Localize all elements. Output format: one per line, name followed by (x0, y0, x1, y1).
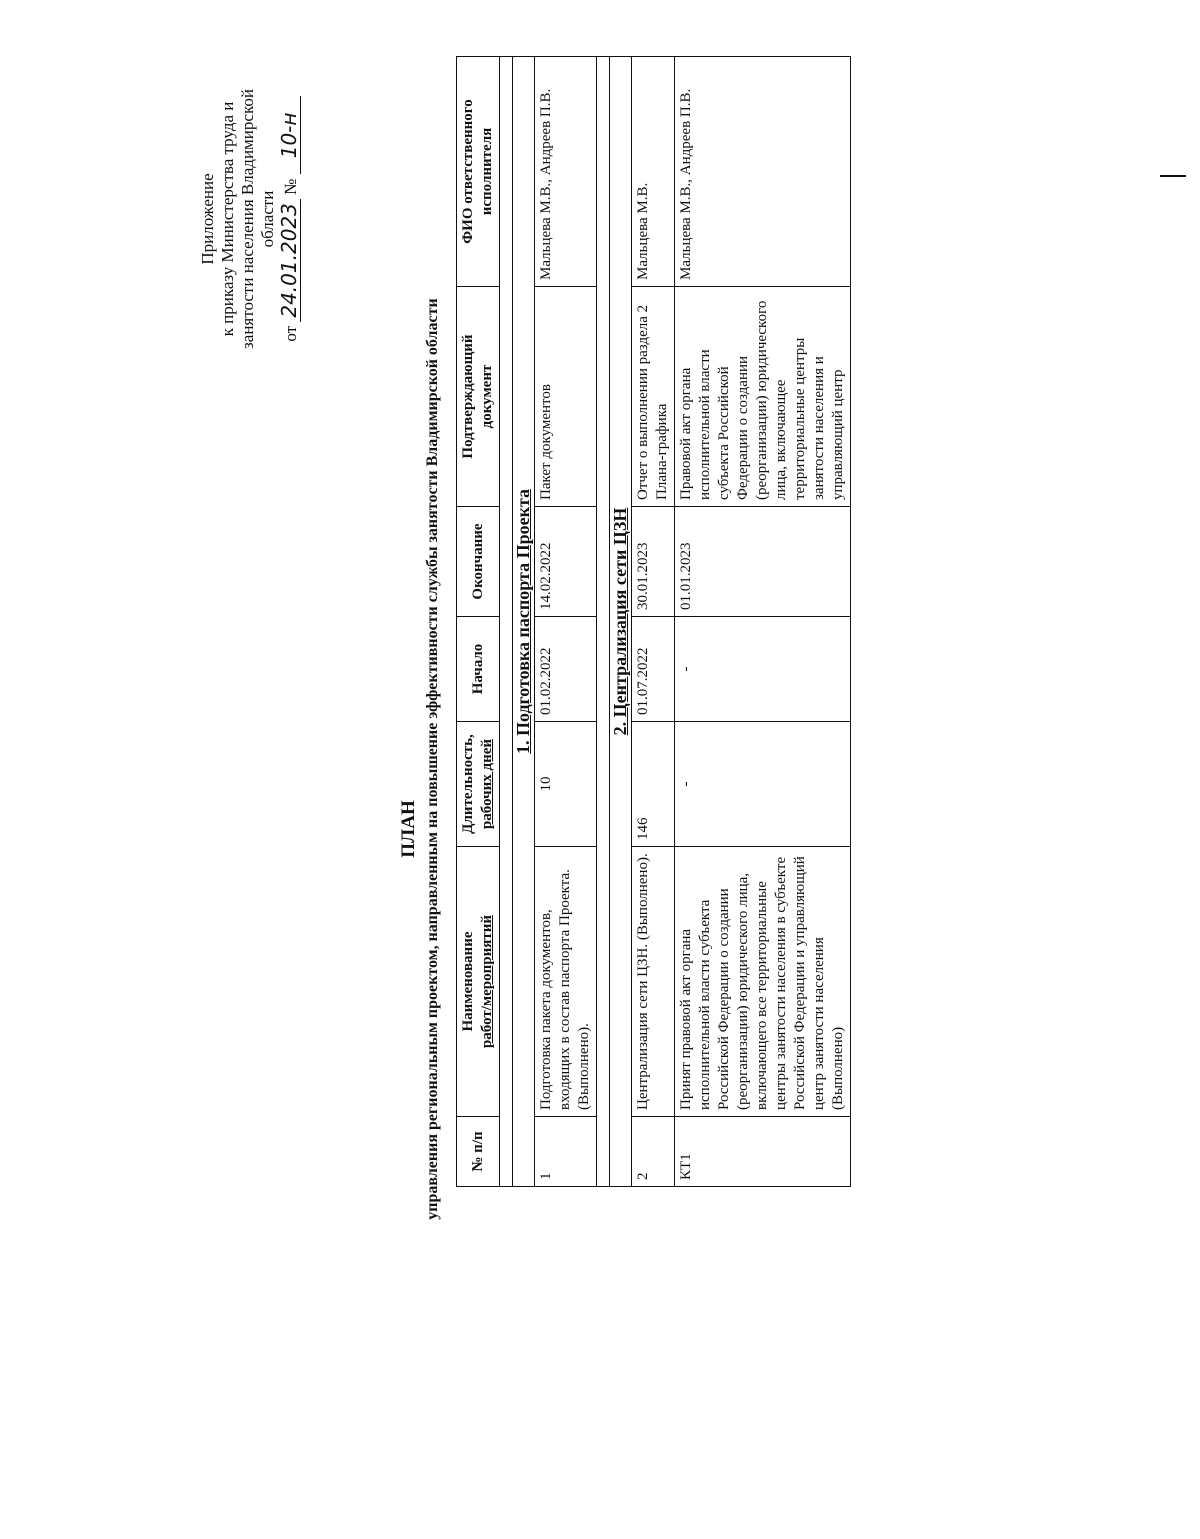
header-start: Начало (457, 617, 500, 722)
section-title-text: 1. Подготовка паспорта Проекта (513, 488, 533, 755)
plan-title: ПЛАН (398, 800, 419, 858)
header-name-line1: Наименование (460, 931, 476, 1032)
header-duration (457, 722, 500, 847)
header-fio-line2: исполнителя (479, 127, 495, 216)
plan-table (456, 56, 851, 1187)
header-doc-line2: документ (479, 364, 495, 429)
cell-name: Централизация сети ЦЗН. (Выполнено). (632, 847, 675, 1117)
date-prefix: от (281, 325, 300, 342)
header-end: Окончание (457, 507, 500, 617)
appendix-line: Приложение (198, 173, 217, 265)
table-row (535, 57, 597, 1187)
handwritten-number: 10-н (278, 96, 301, 174)
section-title-text: 2. Централизация сети ЦЗН (610, 507, 630, 736)
header-name-line2: работ/мероприятий (479, 914, 495, 1049)
header-fio-line1: ФИО ответственного (460, 99, 476, 244)
header-name (457, 847, 500, 1117)
cell-end: 14.02.2022 (535, 507, 597, 617)
section-row (513, 57, 535, 1187)
spacer-row (500, 57, 513, 1187)
header-fio (457, 57, 500, 287)
cell-fio: Мальцева М.В. (632, 57, 675, 287)
header-doc (457, 287, 500, 507)
cell-end: 01.01.2023 (675, 507, 851, 617)
cell-fio: Мальцева М.В., Андреев П.В. (675, 57, 851, 287)
cell-start: 01.07.2022 (632, 617, 675, 722)
cell-num: 2 (632, 1117, 675, 1187)
table-row (675, 57, 851, 1187)
section-title (610, 57, 632, 1187)
plan-subtitle: управления региональным проектом, направленным на повышение эффективности службы занятости Владимирской области (424, 298, 441, 1220)
cell-end: 30.01.2023 (632, 507, 675, 617)
table-row (632, 57, 675, 1187)
header-duration-line2: рабочих дней (479, 738, 495, 830)
cell-doc: Отчет о выполнении раздела 2 Плана-графика (632, 287, 675, 507)
spacer-cell (500, 57, 513, 1187)
spacer-row (597, 57, 610, 1187)
header-doc-line1: Подтверждающий (460, 334, 476, 459)
cell-start: 01.02.2022 (535, 617, 597, 722)
cell-num: 1 (535, 1117, 597, 1187)
cell-doc: Правовой акт органа исполнительной власти субъекта Российской Федерации о создании (реорганизации) юридического лица, включающее территориальные центры занятости населения и управляющий центр (675, 287, 851, 507)
cell-duration: 146 (632, 722, 675, 847)
cell-name: Принят правовой акт органа исполнительной власти субъекта Российской Федерации о создании (реорганизации) юридического лица, включающего все территориальные центры занятости населения в субъекте Российской Федерации и управляющий центр занятости населения (Выполнено) (675, 847, 851, 1117)
cell-start: - (675, 617, 851, 722)
table-header-row (457, 57, 500, 1187)
cell-fio: Мальцева М.В., Андреев П.В. (535, 57, 597, 287)
cell-num: КТ1 (675, 1117, 851, 1187)
cell-name: Подготовка пакета документов, входящих в состав паспорта Проекта. (Выполнено). (535, 847, 597, 1117)
header-num: № п/п (457, 1117, 500, 1187)
scan-mark (1160, 175, 1186, 177)
cell-doc: Пакет документов (535, 287, 597, 507)
number-prefix: № (281, 178, 300, 195)
appendix-date-line (278, 44, 301, 394)
handwritten-date: 24.01.2023 (278, 199, 301, 322)
appendix-line: области (258, 190, 277, 248)
appendix-block (198, 44, 301, 394)
header-duration-line1: Длительность, (460, 734, 476, 834)
cell-duration: 10 (535, 722, 597, 847)
section-row (610, 57, 632, 1187)
cell-duration: - (675, 722, 851, 847)
appendix-line: занятости населения Владимирской (238, 89, 257, 349)
section-title (513, 57, 535, 1187)
appendix-line: к приказу Министерства труда и (218, 101, 237, 337)
spacer-cell (597, 57, 610, 1187)
